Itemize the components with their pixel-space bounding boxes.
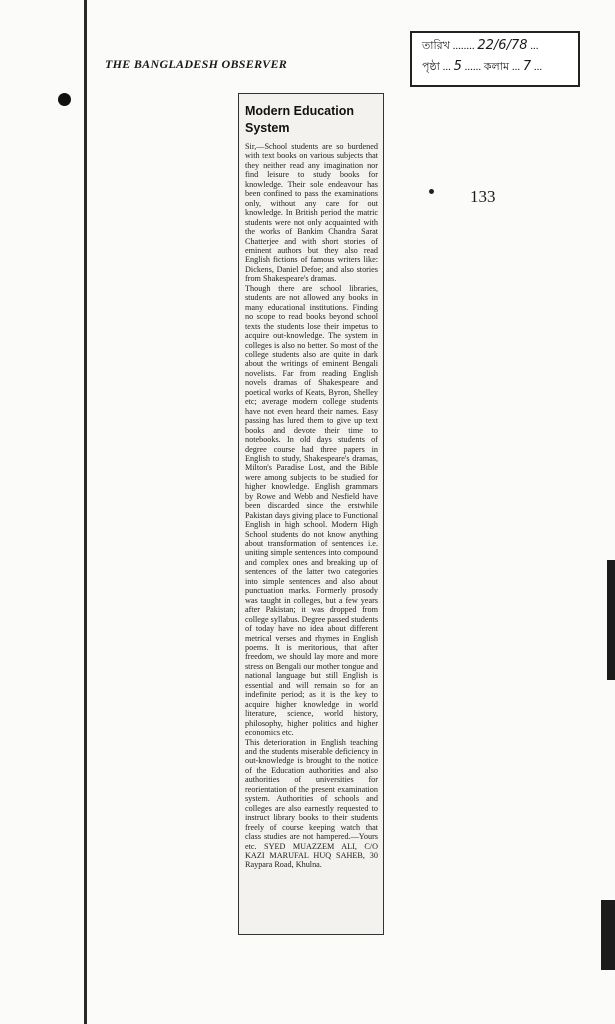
page-number: 133 [470, 187, 496, 206]
stamp-column-value: 7 [522, 59, 532, 74]
stamp-date-row: তারিখ ........ 22/6/78 ... [422, 38, 539, 53]
stamp-page-value: 5 [453, 59, 462, 74]
binding-line [84, 0, 87, 1024]
article-body: Sir,—School students are so burdened with text books on various subjects that they neither read any imagination nor find leisure to study books for knowledge. Their sole endeavour has been confined to pass the examinations only, without any care for out knowledge. In British period the matric students were not only acquainted with the works of Bankim Chandra Sarat Chatterjee and with short stories of eminent authors but they also read English fictions of famous writers like: Dickens, Daniel Defoe; and also stories from Shakespeare's dramas. Though there are school libraries, students are not allowed any books in many educational institutions. Finding no scope to read books beyond school texts the students lose their impetus to acquire out-knowledge. The system in colleges is also no better. So most of the college students also are quite in dark about the writings of eminent Bengali novelists. Far from reading English novels dramas of Shakespeare and poetical works of Keats, Byron, Shelley etc; average modern college students have not even heard their names. Easy passing has lured them to give up text books and devote their time to notebooks. In old days students of degree course had three papers in English to study, Shakespeare's dramas, Milton's Paradise Lost, and the Bible were among subjects to be studied for higher knowledge. English grammars by Rowe and Webb and Nesfield have been discarded since the erstwhile Pakistan days giving place to Functional English in high school. Modern High School students do not know anything about transformation of sentences i.e. uniting simple sentences into compound and complex ones and breaking up of sentences of the latter two categories into simple sentences and also about punctuation marks. Formerly prosody was taught in colleges, but a few years after Pakistan; it was dropped from college syllabus. Degree passed students of today have no idea about different metrical verses and rhymes in English poems. It is meritorious, that after freedom, we should lay more and more stress on Bengali our mother tongue and national language but still English is essential and will remain so for an indefinite period; as it is the key to acquire higher knowledge in world literature, science, world history, philosophy, higher politics and higher economics etc. This deterioration in English teaching and the students miserable deficiency in out-knowledge is brought to the notice of the Education authorities and also authorities of universities for reorientation of the present examination system. Authorities of schools and colleges are also earnestly requested to instruct library books to their students freely of course keeping watch that class studies are not hampered.—Yours etc. SYED MUAZZEM ALI, C/O KAZI MARUFAL HUQ SAHEB, 30 Raypara Road, Khulna. [245, 142, 379, 870]
article-headline: Modern Education System [245, 104, 355, 135]
stamp-date-value: 22/6/78 [477, 38, 528, 53]
scan-edge-shadow [607, 560, 615, 680]
ink-dot [429, 189, 434, 194]
stamp-page-row: পৃষ্ঠা ... 5 ...... কলাম ... 7 ... [422, 59, 543, 74]
stamp-column-label: কলাম [483, 61, 510, 73]
newspaper-masthead: THE BANGLADESH OBSERVER [105, 57, 288, 71]
stamp-date-label: তারিখ [422, 40, 450, 52]
stamp-page-label: পৃষ্ঠা [422, 61, 440, 73]
scan-edge-shadow [601, 900, 615, 970]
punch-hole [58, 93, 71, 106]
newspaper-clipping [238, 93, 384, 935]
register-stamp [410, 31, 580, 87]
